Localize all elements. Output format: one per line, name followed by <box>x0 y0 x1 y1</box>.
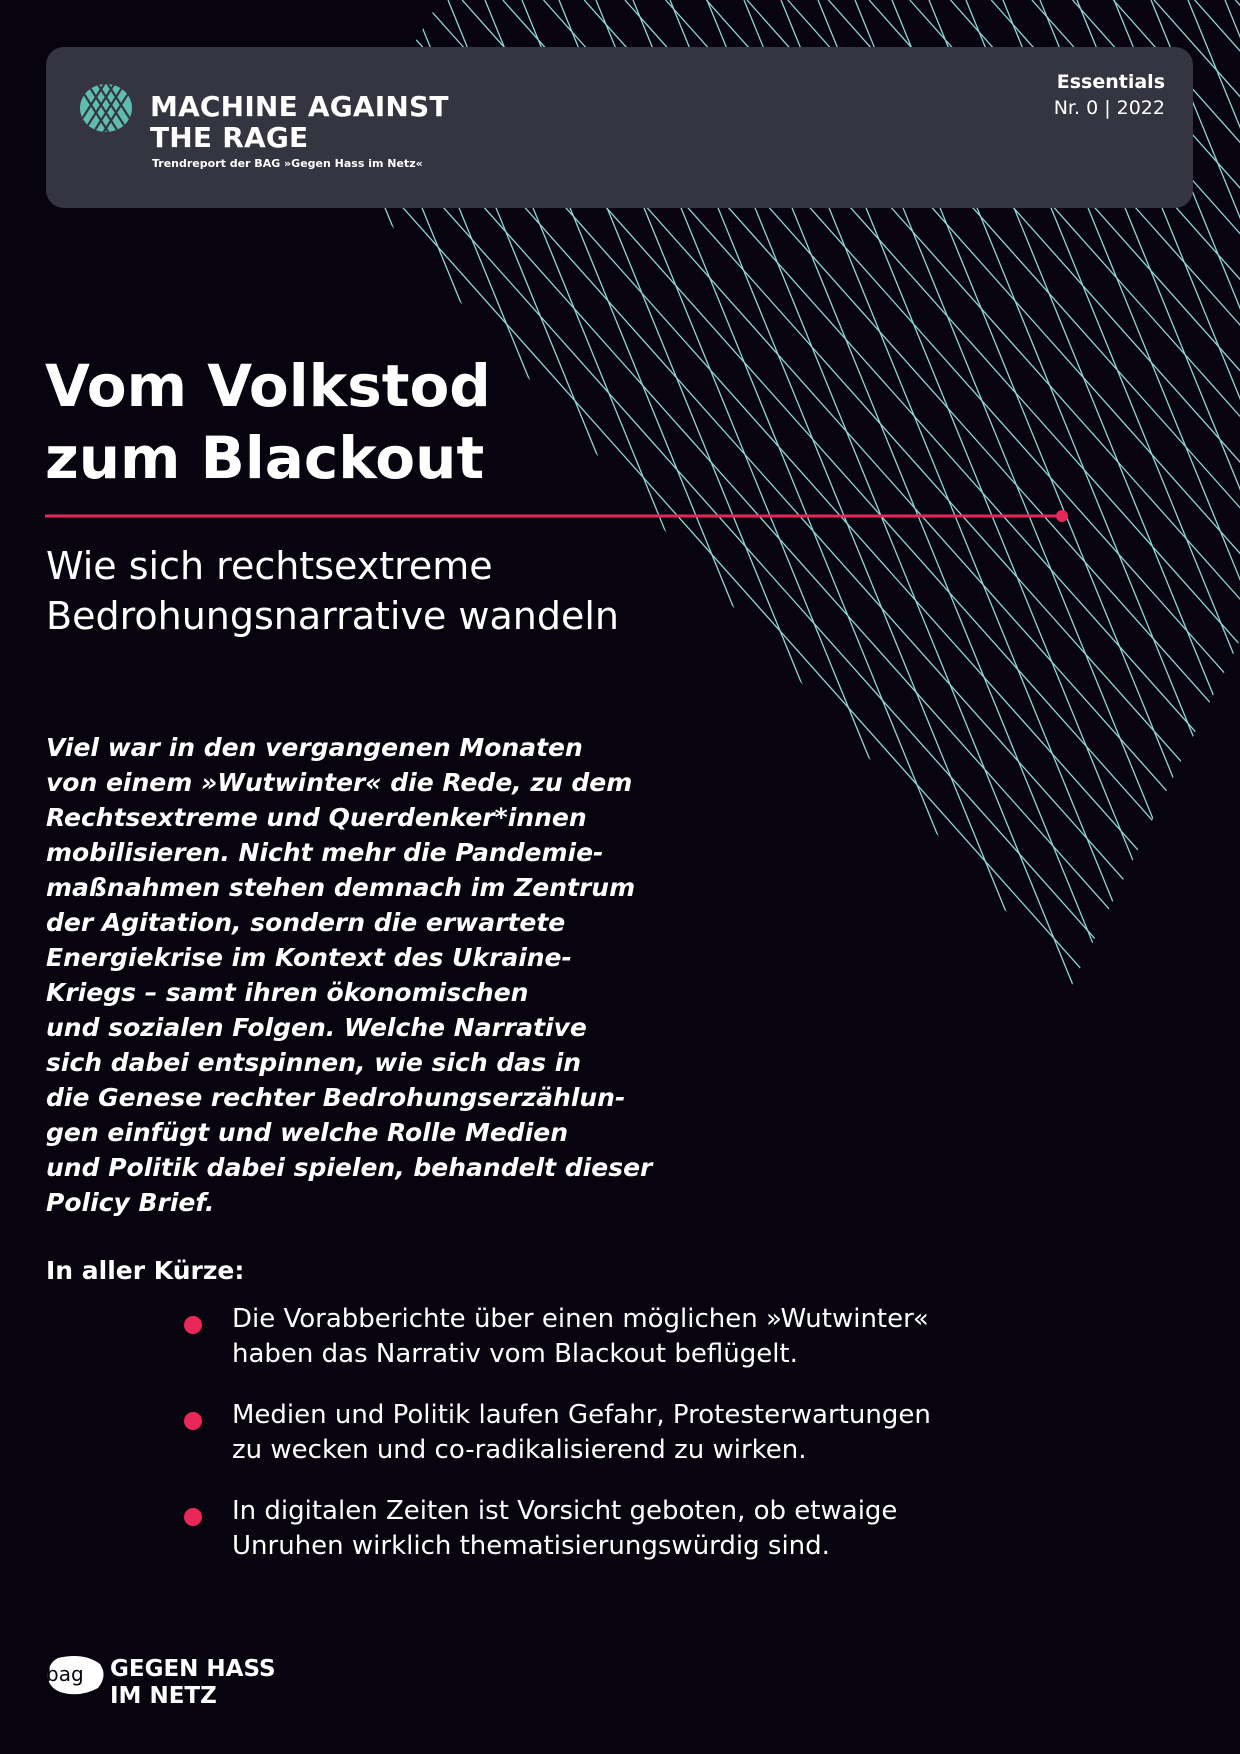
lead-line: gen einfügt und welche Rolle Medien <box>46 1118 569 1147</box>
series-issue: Nr. 0 | 2022 <box>1053 97 1165 119</box>
lead-line: maßnahmen stehen demnach im Zentrum <box>46 873 636 902</box>
bullet-dot-icon <box>184 1316 202 1334</box>
lead-line: Viel war in den vergangenen Monaten <box>46 733 583 762</box>
footer-org-name <box>110 1656 276 1710</box>
grid-line <box>0 0 47 1100</box>
machine-against-the-rage-logo-icon <box>79 83 133 133</box>
summary-item <box>180 1302 931 1372</box>
summary-list <box>180 1302 931 1590</box>
bullet-dot-icon <box>184 1412 202 1430</box>
footer-org-line1: GEGEN HASS <box>110 1656 276 1682</box>
lead-line: Rechtsextreme und Querdenker*innen <box>46 803 587 832</box>
logo-title-line1: MACHINE AGAINST <box>150 90 449 123</box>
bag-logo-text: bag <box>46 1662 84 1686</box>
summary-item <box>180 1494 931 1564</box>
page-title-line2: zum Blackout <box>45 424 485 492</box>
logo-subtitle: Trendreport der BAG »Gegen Hass im Netz« <box>152 157 423 170</box>
lead-line: und Politik dabei spielen, behandelt dieser <box>46 1153 653 1182</box>
lead-line: der Agitation, sondern die erwartete <box>46 908 566 937</box>
logo-title-line2: THE RAGE <box>150 121 309 154</box>
grid-line <box>1195 0 1240 1100</box>
lead-line: die Genese rechter Bedrohungserzählun- <box>46 1083 626 1112</box>
footer-logo <box>44 1650 284 1710</box>
series-info <box>1054 69 1165 121</box>
page-subtitle-line1: Wie sich rechtsextreme <box>46 544 493 588</box>
grid-line <box>0 0 18 1100</box>
summary-item-line1: Die Vorabberichte über einen möglichen »Wutwinter« <box>232 1304 929 1334</box>
lead-line: Energiekrise im Kontext des Ukraine- <box>46 943 572 972</box>
footer-org-line2: IM NETZ <box>110 1683 217 1709</box>
lead-line: Kriegs – samt ihren ökonomischen <box>46 978 529 1007</box>
lead-paragraph <box>46 730 653 1220</box>
summary-item-line2: haben das Narrativ vom Blackout beflügelt. <box>232 1339 798 1369</box>
summary-item-line2: Unruhen wirklich thematisierungswürdig sind. <box>232 1531 830 1561</box>
summary-item-line1: Medien und Politik laufen Gefahr, Protesterwartungen <box>232 1400 931 1430</box>
lead-line: Policy Brief. <box>46 1188 215 1217</box>
lead-line: sich dabei entspinnen, wie sich das in <box>46 1048 582 1077</box>
lead-line: von einem »Wutwinter« die Rede, zu dem <box>46 768 633 797</box>
page-title <box>45 350 491 494</box>
page-subtitle <box>46 541 619 641</box>
summary-heading: In aller Kürze: <box>46 1256 245 1285</box>
summary-item <box>180 1398 931 1468</box>
bullet-dot-icon <box>184 1508 202 1526</box>
grid-line <box>0 0 10 1100</box>
summary-item-line1: In digitalen Zeiten ist Vorsicht geboten, ob etwaige <box>232 1496 898 1526</box>
page-subtitle-line2: Bedrohungsnarrative wandeln <box>46 594 620 638</box>
logo-title <box>150 91 449 153</box>
lead-line: und sozialen Folgen. Welche Narrative <box>46 1013 587 1042</box>
header-card <box>46 47 1193 208</box>
lead-line: mobilisieren. Nicht mehr die Pandemie- <box>46 838 604 867</box>
series-name: Essentials <box>1056 71 1165 93</box>
title-divider-dot <box>1056 510 1068 522</box>
page-title-line1: Vom Volkstod <box>45 352 491 420</box>
summary-item-line2: zu wecken und co-radikalisierend zu wirken. <box>232 1435 807 1465</box>
bag-logo-icon <box>44 1654 106 1696</box>
